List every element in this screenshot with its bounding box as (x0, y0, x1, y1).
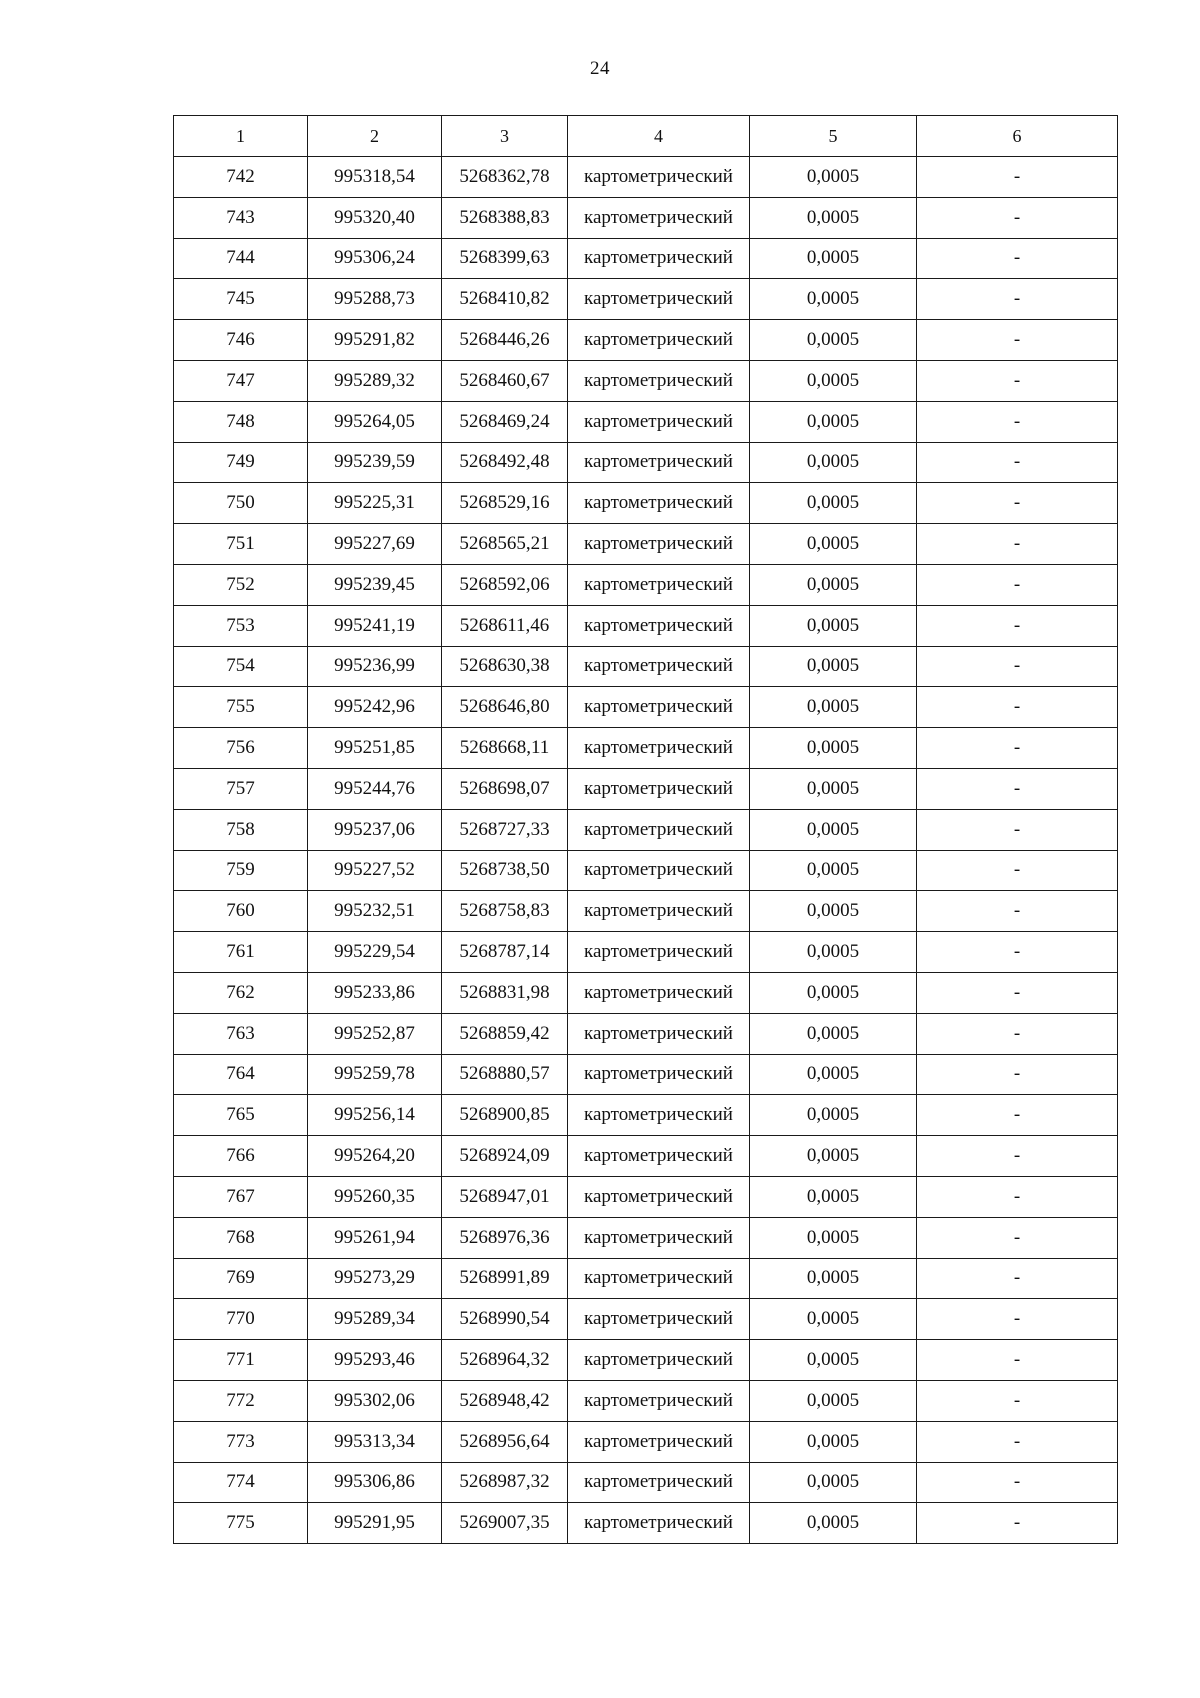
method-cell: картометрический (568, 238, 750, 279)
x-coordinate-cell: 995242,96 (308, 687, 442, 728)
accuracy-cell: 0,0005 (750, 932, 917, 973)
x-coordinate-cell: 995239,59 (308, 442, 442, 483)
x-coordinate-cell: 995252,87 (308, 1013, 442, 1054)
x-coordinate-cell: 995241,19 (308, 605, 442, 646)
point-number-cell: 753 (174, 605, 308, 646)
method-cell: картометрический (568, 1340, 750, 1381)
method-cell: картометрический (568, 728, 750, 769)
accuracy-cell: 0,0005 (750, 1217, 917, 1258)
table-row (174, 972, 1118, 1013)
point-number-cell: 754 (174, 646, 308, 687)
y-coordinate-cell: 5268698,07 (442, 768, 568, 809)
table-row (174, 483, 1118, 524)
note-cell: - (917, 932, 1118, 973)
x-coordinate-cell: 995320,40 (308, 197, 442, 238)
x-coordinate-cell: 995288,73 (308, 279, 442, 320)
accuracy-cell: 0,0005 (750, 564, 917, 605)
column-header: 1 (174, 116, 308, 157)
accuracy-cell: 0,0005 (750, 1136, 917, 1177)
y-coordinate-cell: 5268668,11 (442, 728, 568, 769)
accuracy-cell: 0,0005 (750, 1340, 917, 1381)
method-cell: картометрический (568, 972, 750, 1013)
table-row (174, 1462, 1118, 1503)
point-number-cell: 749 (174, 442, 308, 483)
x-coordinate-cell: 995306,86 (308, 1462, 442, 1503)
note-cell: - (917, 1176, 1118, 1217)
point-number-cell: 770 (174, 1299, 308, 1340)
point-number-cell: 750 (174, 483, 308, 524)
table-row (174, 1421, 1118, 1462)
method-cell: картометрический (568, 1054, 750, 1095)
accuracy-cell: 0,0005 (750, 809, 917, 850)
x-coordinate-cell: 995251,85 (308, 728, 442, 769)
x-coordinate-cell: 995225,31 (308, 483, 442, 524)
table-row (174, 564, 1118, 605)
method-cell: картометрический (568, 1258, 750, 1299)
method-cell: картометрический (568, 157, 750, 198)
accuracy-cell: 0,0005 (750, 1421, 917, 1462)
y-coordinate-cell: 5268592,06 (442, 564, 568, 605)
point-number-cell: 771 (174, 1340, 308, 1381)
y-coordinate-cell: 5268611,46 (442, 605, 568, 646)
y-coordinate-cell: 5268646,80 (442, 687, 568, 728)
note-cell: - (917, 1136, 1118, 1177)
x-coordinate-cell: 995293,46 (308, 1340, 442, 1381)
table-row (174, 850, 1118, 891)
y-coordinate-cell: 5268410,82 (442, 279, 568, 320)
x-coordinate-cell: 995236,99 (308, 646, 442, 687)
point-number-cell: 775 (174, 1503, 308, 1544)
method-cell: картометрический (568, 1095, 750, 1136)
point-number-cell: 757 (174, 768, 308, 809)
accuracy-cell: 0,0005 (750, 401, 917, 442)
accuracy-cell: 0,0005 (750, 687, 917, 728)
method-cell: картометрический (568, 483, 750, 524)
x-coordinate-cell: 995289,34 (308, 1299, 442, 1340)
table-row (174, 524, 1118, 565)
method-cell: картометрический (568, 768, 750, 809)
x-coordinate-cell: 995259,78 (308, 1054, 442, 1095)
y-coordinate-cell: 5268787,14 (442, 932, 568, 973)
x-coordinate-cell: 995256,14 (308, 1095, 442, 1136)
y-coordinate-cell: 5268990,54 (442, 1299, 568, 1340)
table-row (174, 360, 1118, 401)
method-cell: картометрический (568, 891, 750, 932)
point-number-cell: 759 (174, 850, 308, 891)
method-cell: картометрический (568, 687, 750, 728)
note-cell: - (917, 891, 1118, 932)
point-number-cell: 760 (174, 891, 308, 932)
y-coordinate-cell: 5268880,57 (442, 1054, 568, 1095)
method-cell: картометрический (568, 360, 750, 401)
note-cell: - (917, 687, 1118, 728)
accuracy-cell: 0,0005 (750, 1380, 917, 1421)
point-number-cell: 773 (174, 1421, 308, 1462)
y-coordinate-cell: 5268991,89 (442, 1258, 568, 1299)
column-header: 2 (308, 116, 442, 157)
note-cell: - (917, 728, 1118, 769)
method-cell: картометрический (568, 1217, 750, 1258)
method-cell: картометрический (568, 1462, 750, 1503)
accuracy-cell: 0,0005 (750, 442, 917, 483)
point-number-cell: 746 (174, 320, 308, 361)
x-coordinate-cell: 995233,86 (308, 972, 442, 1013)
x-coordinate-cell: 995302,06 (308, 1380, 442, 1421)
accuracy-cell: 0,0005 (750, 1013, 917, 1054)
point-number-cell: 764 (174, 1054, 308, 1095)
table-row (174, 1380, 1118, 1421)
x-coordinate-cell: 995291,82 (308, 320, 442, 361)
accuracy-cell: 0,0005 (750, 768, 917, 809)
point-number-cell: 765 (174, 1095, 308, 1136)
y-coordinate-cell: 5268460,67 (442, 360, 568, 401)
accuracy-cell: 0,0005 (750, 850, 917, 891)
accuracy-cell: 0,0005 (750, 157, 917, 198)
table-row (174, 1095, 1118, 1136)
accuracy-cell: 0,0005 (750, 728, 917, 769)
accuracy-cell: 0,0005 (750, 279, 917, 320)
accuracy-cell: 0,0005 (750, 1258, 917, 1299)
y-coordinate-cell: 5268956,64 (442, 1421, 568, 1462)
table-row (174, 1217, 1118, 1258)
column-header: 3 (442, 116, 568, 157)
table-row (174, 809, 1118, 850)
table-row (174, 1299, 1118, 1340)
coordinates-table (173, 115, 1118, 1544)
note-cell: - (917, 238, 1118, 279)
note-cell: - (917, 279, 1118, 320)
method-cell: картометрический (568, 850, 750, 891)
accuracy-cell: 0,0005 (750, 524, 917, 565)
table-row (174, 1176, 1118, 1217)
note-cell: - (917, 1217, 1118, 1258)
y-coordinate-cell: 5268924,09 (442, 1136, 568, 1177)
accuracy-cell: 0,0005 (750, 646, 917, 687)
x-coordinate-cell: 995273,29 (308, 1258, 442, 1299)
point-number-cell: 762 (174, 972, 308, 1013)
note-cell: - (917, 1013, 1118, 1054)
y-coordinate-cell: 5268565,21 (442, 524, 568, 565)
point-number-cell: 772 (174, 1380, 308, 1421)
point-number-cell: 744 (174, 238, 308, 279)
column-header: 6 (917, 116, 1118, 157)
y-coordinate-cell: 5268727,33 (442, 809, 568, 850)
y-coordinate-cell: 5268399,63 (442, 238, 568, 279)
method-cell: картометрический (568, 1136, 750, 1177)
note-cell: - (917, 1258, 1118, 1299)
note-cell: - (917, 442, 1118, 483)
x-coordinate-cell: 995237,06 (308, 809, 442, 850)
y-coordinate-cell: 5269007,35 (442, 1503, 568, 1544)
y-coordinate-cell: 5268362,78 (442, 157, 568, 198)
x-coordinate-cell: 995227,69 (308, 524, 442, 565)
table-row (174, 1136, 1118, 1177)
y-coordinate-cell: 5268492,48 (442, 442, 568, 483)
point-number-cell: 747 (174, 360, 308, 401)
x-coordinate-cell: 995318,54 (308, 157, 442, 198)
table-row (174, 442, 1118, 483)
method-cell: картометрический (568, 1380, 750, 1421)
note-cell: - (917, 524, 1118, 565)
note-cell: - (917, 360, 1118, 401)
column-header: 4 (568, 116, 750, 157)
page-number: 24 (590, 58, 610, 79)
method-cell: картометрический (568, 524, 750, 565)
point-number-cell: 748 (174, 401, 308, 442)
x-coordinate-cell: 995264,20 (308, 1136, 442, 1177)
table-row (174, 320, 1118, 361)
note-cell: - (917, 605, 1118, 646)
note-cell: - (917, 850, 1118, 891)
method-cell: картометрический (568, 1421, 750, 1462)
table-row (174, 1013, 1118, 1054)
x-coordinate-cell: 995261,94 (308, 1217, 442, 1258)
y-coordinate-cell: 5268964,32 (442, 1340, 568, 1381)
note-cell: - (917, 1503, 1118, 1544)
y-coordinate-cell: 5268529,16 (442, 483, 568, 524)
y-coordinate-cell: 5268831,98 (442, 972, 568, 1013)
method-cell: картометрический (568, 932, 750, 973)
note-cell: - (917, 401, 1118, 442)
point-number-cell: 768 (174, 1217, 308, 1258)
y-coordinate-cell: 5268900,85 (442, 1095, 568, 1136)
table-row (174, 401, 1118, 442)
y-coordinate-cell: 5268446,26 (442, 320, 568, 361)
point-number-cell: 767 (174, 1176, 308, 1217)
point-number-cell: 769 (174, 1258, 308, 1299)
note-cell: - (917, 320, 1118, 361)
point-number-cell: 766 (174, 1136, 308, 1177)
table-row (174, 891, 1118, 932)
note-cell: - (917, 1299, 1118, 1340)
method-cell: картометрический (568, 1299, 750, 1340)
table-body (174, 116, 1118, 1544)
method-cell: картометрический (568, 605, 750, 646)
accuracy-cell: 0,0005 (750, 1462, 917, 1503)
x-coordinate-cell: 995306,24 (308, 238, 442, 279)
note-cell: - (917, 1380, 1118, 1421)
method-cell: картометрический (568, 1013, 750, 1054)
method-cell: картометрический (568, 197, 750, 238)
accuracy-cell: 0,0005 (750, 1176, 917, 1217)
y-coordinate-cell: 5268758,83 (442, 891, 568, 932)
table-row (174, 932, 1118, 973)
method-cell: картометрический (568, 401, 750, 442)
accuracy-cell: 0,0005 (750, 360, 917, 401)
accuracy-cell: 0,0005 (750, 891, 917, 932)
table-row (174, 238, 1118, 279)
x-coordinate-cell: 995264,05 (308, 401, 442, 442)
y-coordinate-cell: 5268469,24 (442, 401, 568, 442)
accuracy-cell: 0,0005 (750, 1299, 917, 1340)
point-number-cell: 755 (174, 687, 308, 728)
method-cell: картометрический (568, 646, 750, 687)
note-cell: - (917, 564, 1118, 605)
point-number-cell: 745 (174, 279, 308, 320)
table-row (174, 605, 1118, 646)
note-cell: - (917, 809, 1118, 850)
table-row (174, 279, 1118, 320)
y-coordinate-cell: 5268738,50 (442, 850, 568, 891)
accuracy-cell: 0,0005 (750, 1095, 917, 1136)
method-cell: картометрический (568, 320, 750, 361)
accuracy-cell: 0,0005 (750, 1503, 917, 1544)
point-number-cell: 763 (174, 1013, 308, 1054)
note-cell: - (917, 1340, 1118, 1381)
x-coordinate-cell: 995232,51 (308, 891, 442, 932)
accuracy-cell: 0,0005 (750, 605, 917, 646)
table-row (174, 1340, 1118, 1381)
point-number-cell: 743 (174, 197, 308, 238)
note-cell: - (917, 157, 1118, 198)
note-cell: - (917, 197, 1118, 238)
table-row (174, 1503, 1118, 1544)
x-coordinate-cell: 995260,35 (308, 1176, 442, 1217)
method-cell: картометрический (568, 279, 750, 320)
x-coordinate-cell: 995229,54 (308, 932, 442, 973)
x-coordinate-cell: 995289,32 (308, 360, 442, 401)
y-coordinate-cell: 5268948,42 (442, 1380, 568, 1421)
point-number-cell: 751 (174, 524, 308, 565)
table-row (174, 157, 1118, 198)
y-coordinate-cell: 5268947,01 (442, 1176, 568, 1217)
point-number-cell: 758 (174, 809, 308, 850)
y-coordinate-cell: 5268630,38 (442, 646, 568, 687)
x-coordinate-cell: 995291,95 (308, 1503, 442, 1544)
point-number-cell: 761 (174, 932, 308, 973)
accuracy-cell: 0,0005 (750, 197, 917, 238)
table-header-row (174, 116, 1118, 157)
accuracy-cell: 0,0005 (750, 972, 917, 1013)
table-row (174, 728, 1118, 769)
table-row (174, 646, 1118, 687)
y-coordinate-cell: 5268987,32 (442, 1462, 568, 1503)
y-coordinate-cell: 5268859,42 (442, 1013, 568, 1054)
table-row (174, 1054, 1118, 1095)
accuracy-cell: 0,0005 (750, 238, 917, 279)
note-cell: - (917, 646, 1118, 687)
accuracy-cell: 0,0005 (750, 320, 917, 361)
method-cell: картометрический (568, 564, 750, 605)
note-cell: - (917, 1054, 1118, 1095)
note-cell: - (917, 768, 1118, 809)
method-cell: картометрический (568, 1176, 750, 1217)
method-cell: картометрический (568, 442, 750, 483)
x-coordinate-cell: 995239,45 (308, 564, 442, 605)
x-coordinate-cell: 995313,34 (308, 1421, 442, 1462)
y-coordinate-cell: 5268976,36 (442, 1217, 568, 1258)
table-row (174, 687, 1118, 728)
table-row (174, 197, 1118, 238)
point-number-cell: 756 (174, 728, 308, 769)
x-coordinate-cell: 995244,76 (308, 768, 442, 809)
table-row (174, 1258, 1118, 1299)
point-number-cell: 774 (174, 1462, 308, 1503)
accuracy-cell: 0,0005 (750, 483, 917, 524)
accuracy-cell: 0,0005 (750, 1054, 917, 1095)
note-cell: - (917, 972, 1118, 1013)
note-cell: - (917, 1421, 1118, 1462)
point-number-cell: 742 (174, 157, 308, 198)
y-coordinate-cell: 5268388,83 (442, 197, 568, 238)
point-number-cell: 752 (174, 564, 308, 605)
method-cell: картометрический (568, 1503, 750, 1544)
table-row (174, 768, 1118, 809)
method-cell: картометрический (568, 809, 750, 850)
note-cell: - (917, 483, 1118, 524)
note-cell: - (917, 1462, 1118, 1503)
column-header: 5 (750, 116, 917, 157)
note-cell: - (917, 1095, 1118, 1136)
x-coordinate-cell: 995227,52 (308, 850, 442, 891)
